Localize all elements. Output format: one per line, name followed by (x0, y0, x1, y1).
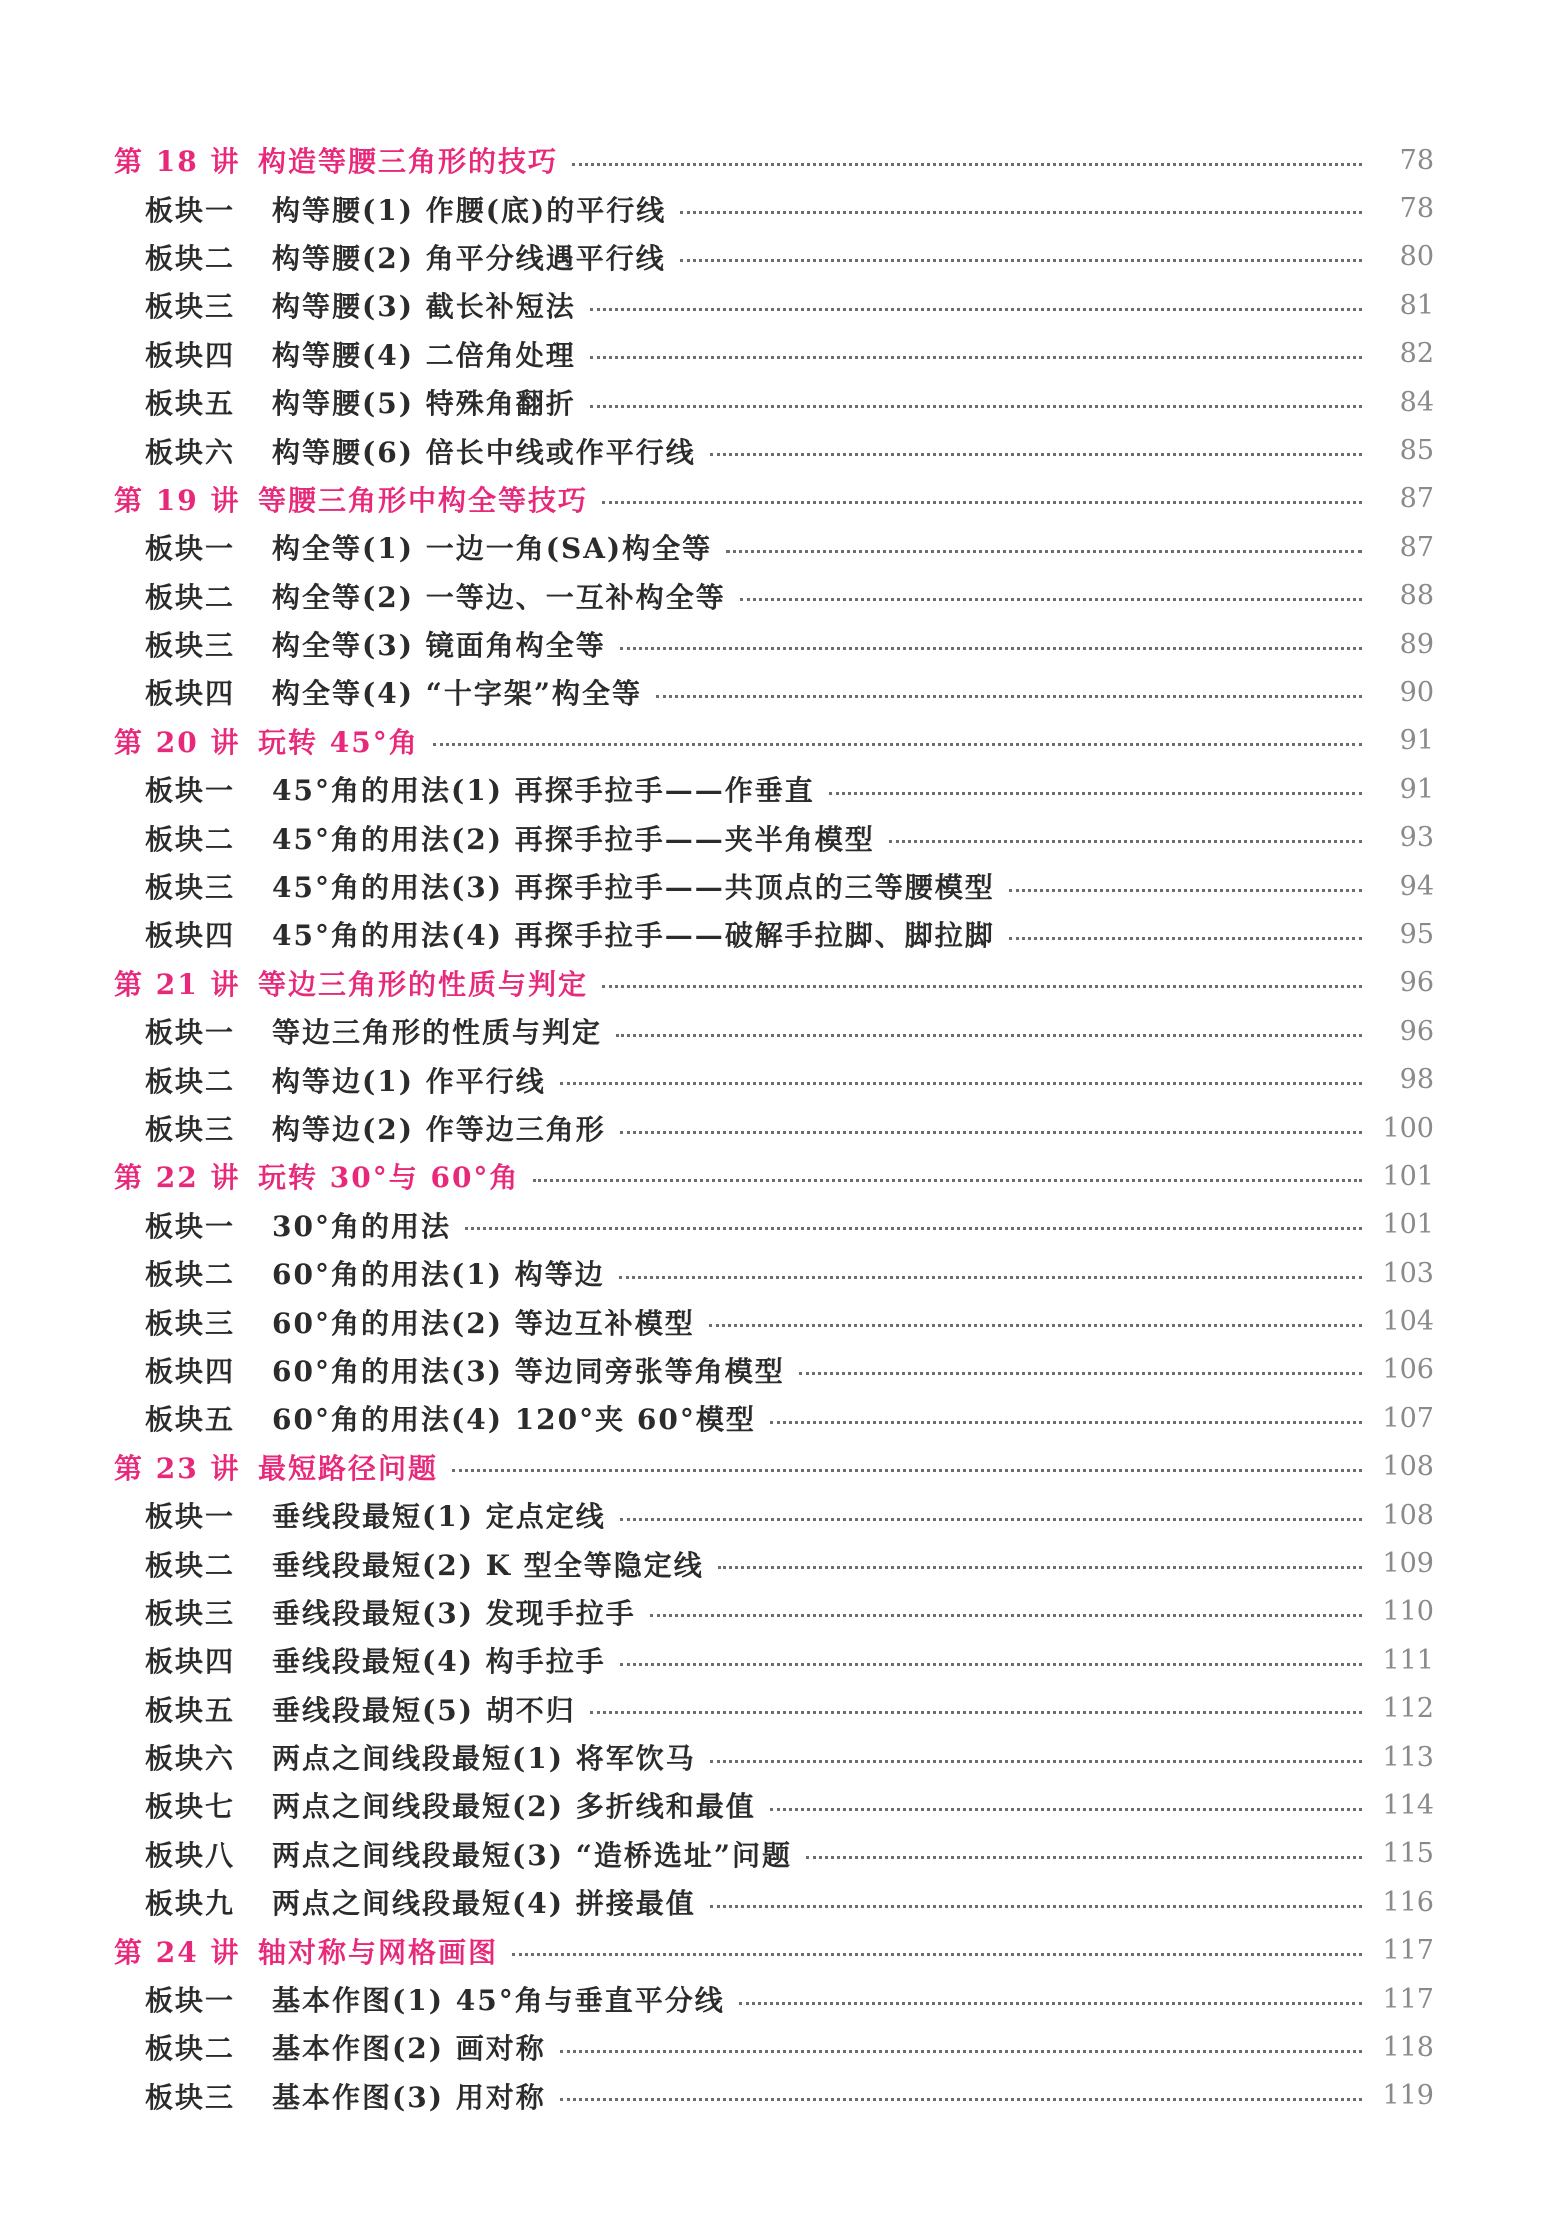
block-label: 板块一 (145, 1500, 236, 1534)
entry-title-with-leader (272, 1394, 1434, 1442)
block-title: 构等腰(2) 角平分线遇平行线 (272, 241, 666, 275)
lecture-number: 第 23 讲 (114, 1451, 241, 1485)
block-title: 垂线段最短(3) 发现手拉手 (272, 1596, 636, 1630)
page-number: 112 (1382, 1693, 1434, 1725)
dot-leader (465, 1227, 1362, 1230)
toc-block-row[interactable] (0, 1394, 1546, 1442)
page-number: 81 (1399, 289, 1434, 321)
page-number: 119 (1382, 2080, 1434, 2112)
page-number: 87 (1399, 531, 1434, 563)
page-number: 117 (1382, 1935, 1434, 1967)
entry-title-with-leader (272, 1685, 1434, 1733)
block-title: 两点之间线段最短(4) 拼接最值 (272, 1887, 696, 1921)
entry-title-with-leader (272, 184, 1434, 232)
entry-title-with-leader (272, 813, 1434, 861)
page-number: 94 (1399, 870, 1434, 902)
toc-block-row[interactable] (0, 330, 1546, 378)
block-label: 板块二 (145, 1064, 236, 1098)
dot-leader (709, 1324, 1362, 1327)
dot-leader (452, 1469, 1362, 1472)
block-title: 构全等(4) “十字架”构全等 (272, 677, 642, 711)
block-title: 垂线段最短(2) K 型全等隐定线 (272, 1548, 704, 1582)
toc-block-row[interactable] (0, 523, 1546, 571)
block-title: 基本作图(1) 45°角与垂直平分线 (272, 1984, 725, 2018)
block-label: 板块二 (145, 2032, 236, 2066)
block-label: 板块四 (145, 1354, 236, 1388)
entry-title-with-leader (272, 378, 1434, 426)
entry-title-with-leader (272, 1055, 1434, 1103)
block-label: 板块四 (145, 1645, 236, 1679)
dot-leader (560, 2050, 1362, 2053)
dot-leader (799, 1372, 1362, 1375)
lecture-number: 第 18 讲 (114, 145, 241, 179)
block-label: 板块三 (145, 629, 236, 663)
block-title: 基本作图(3) 用对称 (272, 2080, 546, 2114)
block-title: 构等腰(5) 特殊角翻折 (272, 387, 576, 421)
dot-leader (806, 1856, 1362, 1859)
toc-block-row[interactable] (0, 184, 1546, 232)
entry-title-with-leader (258, 1926, 1434, 1974)
dot-leader (620, 1131, 1362, 1134)
block-label: 板块三 (145, 2080, 236, 2114)
toc-block-row[interactable] (0, 1685, 1546, 1733)
lecture-number: 第 22 讲 (114, 1161, 241, 1195)
block-title: 基本作图(2) 画对称 (272, 2032, 546, 2066)
lecture-title: 最短路径问题 (258, 1451, 439, 1485)
page-number: 109 (1382, 1548, 1434, 1580)
dot-leader (1009, 889, 1362, 892)
page-number: 78 (1399, 193, 1434, 225)
dot-leader (560, 1082, 1362, 1085)
block-title: 垂线段最短(5) 胡不归 (272, 1693, 576, 1727)
dot-leader (710, 453, 1362, 456)
block-title: 构等腰(6) 倍长中线或作平行线 (272, 435, 696, 469)
toc-block-row[interactable] (0, 1346, 1546, 1394)
toc-lecture-row[interactable] (0, 717, 1546, 765)
block-label: 板块二 (145, 1258, 236, 1292)
toc-block-row[interactable] (0, 1007, 1546, 1055)
entry-title-with-leader (272, 1346, 1434, 1394)
block-label: 板块一 (145, 1984, 236, 2018)
toc-block-row[interactable] (0, 668, 1546, 716)
entry-title-with-leader (272, 572, 1434, 620)
dot-leader (656, 695, 1362, 698)
toc-block-row[interactable] (0, 1249, 1546, 1297)
dot-leader (770, 1421, 1362, 1424)
block-title: 垂线段最短(1) 定点定线 (272, 1500, 606, 1534)
entry-title-with-leader (272, 765, 1434, 813)
toc-block-row[interactable] (0, 233, 1546, 281)
page-number: 96 (1399, 1015, 1434, 1047)
toc-block-row[interactable] (0, 1539, 1546, 1587)
block-title: 构等腰(1) 作腰(底)的平行线 (272, 193, 667, 227)
dot-leader (726, 550, 1362, 553)
block-label: 板块五 (145, 1693, 236, 1727)
block-title: 45°角的用法(2) 再探手拉手——夹半角模型 (272, 822, 875, 856)
table-of-contents (0, 136, 1546, 2120)
block-label: 板块六 (145, 1742, 236, 1776)
entry-title-with-leader (272, 1733, 1434, 1781)
block-label: 板块五 (145, 387, 236, 421)
dot-leader (889, 840, 1362, 843)
dot-leader (619, 1276, 1362, 1279)
lecture-title: 轴对称与网格画图 (258, 1935, 499, 1969)
page-number: 101 (1382, 1209, 1434, 1241)
block-title: 30°角的用法 (272, 1209, 451, 1243)
lecture-title: 玩转 30°与 60°角 (258, 1161, 520, 1195)
entry-title-with-leader (272, 1588, 1434, 1636)
block-label: 板块一 (145, 532, 236, 566)
page-number: 101 (1382, 1160, 1434, 1192)
dot-leader (718, 1566, 1362, 1569)
entry-title-with-leader (272, 1878, 1434, 1926)
block-title: 构等腰(3) 截长补短法 (272, 290, 576, 324)
block-label: 板块四 (145, 338, 236, 372)
page-number: 80 (1399, 241, 1434, 273)
page-number: 113 (1382, 1741, 1434, 1773)
lecture-number: 第 21 讲 (114, 967, 241, 1001)
toc-block-row[interactable] (0, 1781, 1546, 1829)
page-number: 78 (1399, 144, 1434, 176)
page-number: 117 (1382, 1983, 1434, 2015)
page-number: 82 (1399, 338, 1434, 370)
page-number: 116 (1382, 1886, 1434, 1918)
page-number: 103 (1382, 1257, 1434, 1289)
page-number: 93 (1399, 822, 1434, 854)
block-label: 板块四 (145, 919, 236, 953)
block-title: 60°角的用法(2) 等边互补模型 (272, 1306, 695, 1340)
dot-leader (616, 1034, 1362, 1037)
block-title: 构全等(3) 镜面角构全等 (272, 629, 606, 663)
block-title: 构全等(2) 一等边、一互补构全等 (272, 580, 726, 614)
block-label: 板块一 (145, 1209, 236, 1243)
dot-leader (602, 985, 1362, 988)
block-label: 板块三 (145, 1113, 236, 1146)
page-number: 118 (1382, 2031, 1434, 2063)
block-label: 板块五 (145, 1403, 236, 1437)
entry-title-with-leader (272, 426, 1434, 474)
entry-title-with-leader (272, 2023, 1434, 2071)
block-label: 板块二 (145, 822, 236, 856)
dot-leader (770, 1808, 1362, 1811)
entry-title-with-leader (258, 1152, 1434, 1200)
entry-title-with-leader (272, 330, 1434, 378)
page-number: 107 (1382, 1402, 1434, 1434)
entry-title-with-leader (272, 1007, 1434, 1055)
toc-lecture-row[interactable] (0, 1152, 1546, 1200)
dot-leader (710, 1760, 1362, 1763)
page-number: 84 (1399, 386, 1434, 418)
block-label: 板块一 (145, 774, 236, 808)
page-number: 114 (1382, 1789, 1434, 1821)
lecture-title: 等腰三角形中构全等技巧 (258, 483, 589, 517)
entry-title-with-leader (272, 1636, 1434, 1684)
toc-block-row[interactable] (0, 1975, 1546, 2023)
entry-title-with-leader (272, 523, 1434, 571)
entry-title-with-leader (272, 862, 1434, 910)
entry-title-with-leader (272, 1297, 1434, 1345)
entry-title-with-leader (258, 717, 1434, 765)
toc-block-row[interactable] (0, 572, 1546, 620)
page-number: 90 (1399, 676, 1434, 708)
dot-leader (829, 792, 1362, 795)
entry-title-with-leader (272, 620, 1434, 668)
page-number: 115 (1382, 1838, 1434, 1870)
dot-leader (590, 405, 1362, 408)
toc-block-row[interactable] (0, 1588, 1546, 1636)
entry-title-with-leader (272, 281, 1434, 329)
dot-leader (740, 598, 1362, 601)
block-label: 板块六 (145, 435, 236, 469)
block-title: 两点之间线段最短(3) “造桥选址”问题 (272, 1838, 792, 1872)
lecture-number: 第 24 讲 (114, 1935, 241, 1969)
entry-title-with-leader (258, 475, 1434, 523)
block-title: 构等边(2) 作等边三角形 (272, 1113, 606, 1146)
block-title: 构全等(1) 一边一角(SA)构全等 (272, 532, 713, 566)
page-number: 111 (1382, 1644, 1434, 1676)
toc-block-row[interactable] (0, 910, 1546, 958)
block-title: 两点之间线段最短(1) 将军饮马 (272, 1742, 696, 1776)
toc-block-row[interactable] (0, 862, 1546, 910)
block-title: 构等边(1) 作平行线 (272, 1064, 546, 1098)
toc-block-row[interactable] (0, 378, 1546, 426)
lecture-title: 玩转 45°角 (258, 725, 419, 759)
entry-title-with-leader (272, 1975, 1434, 2023)
block-label: 板块三 (145, 1596, 236, 1630)
block-title: 等边三角形的性质与判定 (272, 1016, 603, 1050)
toc-lecture-row[interactable] (0, 475, 1546, 523)
dot-leader (572, 163, 1362, 166)
toc-block-row[interactable] (0, 1055, 1546, 1103)
entry-title-with-leader (272, 1104, 1434, 1152)
page-number: 108 (1382, 1499, 1434, 1531)
toc-block-row[interactable] (0, 765, 1546, 813)
toc-block-row[interactable] (0, 1201, 1546, 1249)
dot-leader (590, 308, 1362, 311)
block-label: 板块二 (145, 580, 236, 614)
dot-leader (590, 1711, 1362, 1714)
block-label: 板块一 (145, 193, 236, 227)
page-number: 87 (1399, 483, 1434, 515)
toc-block-row[interactable] (0, 1733, 1546, 1781)
block-title: 垂线段最短(4) 构手拉手 (272, 1645, 606, 1679)
entry-title-with-leader (272, 1830, 1434, 1878)
block-title: 60°角的用法(3) 等边同旁张等角模型 (272, 1354, 785, 1388)
dot-leader (620, 647, 1362, 650)
block-title: 两点之间线段最短(2) 多折线和最值 (272, 1790, 756, 1824)
toc-block-row[interactable] (0, 1830, 1546, 1878)
page-number: 91 (1399, 725, 1434, 757)
entry-title-with-leader (272, 1781, 1434, 1829)
lecture-title: 构造等腰三角形的技巧 (258, 145, 559, 179)
lecture-number: 第 20 讲 (114, 725, 241, 759)
block-label: 板块七 (145, 1790, 236, 1824)
toc-block-row[interactable] (0, 1491, 1546, 1539)
entry-title-with-leader (258, 959, 1434, 1007)
lecture-title: 等边三角形的性质与判定 (258, 967, 589, 1001)
page-number: 104 (1382, 1306, 1434, 1338)
block-title: 45°角的用法(3) 再探手拉手——共顶点的三等腰模型 (272, 871, 995, 905)
toc-block-row[interactable] (0, 2072, 1546, 2120)
dot-leader (680, 259, 1362, 262)
dot-leader (602, 501, 1362, 504)
entry-title-with-leader (272, 1249, 1434, 1297)
toc-lecture-row[interactable] (0, 136, 1546, 184)
block-label: 板块三 (145, 290, 236, 324)
dot-leader (590, 356, 1362, 359)
toc-block-row[interactable] (0, 1297, 1546, 1345)
dot-leader (1009, 937, 1362, 940)
dot-leader (710, 1905, 1362, 1908)
entry-title-with-leader (272, 910, 1434, 958)
toc-block-row[interactable] (0, 2023, 1546, 2071)
dot-leader (650, 1614, 1362, 1617)
page-number: 95 (1399, 918, 1434, 950)
page-number: 110 (1382, 1596, 1434, 1628)
page-number: 108 (1382, 1451, 1434, 1483)
dot-leader (433, 743, 1362, 746)
dot-leader (533, 1179, 1362, 1182)
dot-leader (620, 1663, 1362, 1666)
page-number: 96 (1399, 967, 1434, 999)
block-label: 板块四 (145, 677, 236, 711)
block-label: 板块一 (145, 1016, 236, 1050)
page-number: 88 (1399, 580, 1434, 612)
toc-lecture-row[interactable] (0, 1926, 1546, 1974)
entry-title-with-leader (258, 1443, 1434, 1491)
toc-block-row[interactable] (0, 281, 1546, 329)
toc-block-row[interactable] (0, 813, 1546, 861)
dot-leader (680, 211, 1362, 214)
toc-block-row[interactable] (0, 426, 1546, 474)
block-title: 45°角的用法(4) 再探手拉手——破解手拉脚、脚拉脚 (272, 919, 995, 953)
toc-lecture-row[interactable] (0, 1443, 1546, 1491)
page-number: 91 (1399, 773, 1434, 805)
entry-title-with-leader (272, 1201, 1434, 1249)
block-title: 60°角的用法(1) 构等边 (272, 1258, 605, 1292)
page-number: 98 (1399, 1064, 1434, 1096)
block-title: 构等腰(4) 二倍角处理 (272, 338, 576, 372)
block-title: 60°角的用法(4) 120°夹 60°模型 (272, 1403, 756, 1437)
dot-leader (560, 2098, 1362, 2101)
dot-leader (739, 2002, 1362, 2005)
page-number: 85 (1399, 435, 1434, 467)
block-label: 板块三 (145, 1306, 236, 1340)
block-label: 板块九 (145, 1887, 236, 1921)
dot-leader (512, 1953, 1362, 1956)
page-number: 106 (1382, 1354, 1434, 1386)
entry-title-with-leader (272, 1539, 1434, 1587)
entry-title-with-leader (272, 668, 1434, 716)
entry-title-with-leader (258, 136, 1434, 184)
page-number: 89 (1399, 628, 1434, 660)
block-label: 板块三 (145, 871, 236, 905)
page-number: 100 (1382, 1112, 1434, 1144)
toc-block-row[interactable] (0, 1104, 1546, 1152)
toc-block-row[interactable] (0, 1636, 1546, 1684)
block-title: 45°角的用法(1) 再探手拉手——作垂直 (272, 774, 815, 808)
block-label: 板块二 (145, 1548, 236, 1582)
entry-title-with-leader (272, 2072, 1434, 2120)
block-label: 板块二 (145, 241, 236, 275)
block-label: 板块八 (145, 1838, 236, 1872)
toc-block-row[interactable] (0, 620, 1546, 668)
lecture-number: 第 19 讲 (114, 483, 241, 517)
entry-title-with-leader (272, 233, 1434, 281)
entry-title-with-leader (272, 1491, 1434, 1539)
toc-block-row[interactable] (0, 1878, 1546, 1926)
toc-lecture-row[interactable] (0, 959, 1546, 1007)
dot-leader (620, 1518, 1362, 1521)
